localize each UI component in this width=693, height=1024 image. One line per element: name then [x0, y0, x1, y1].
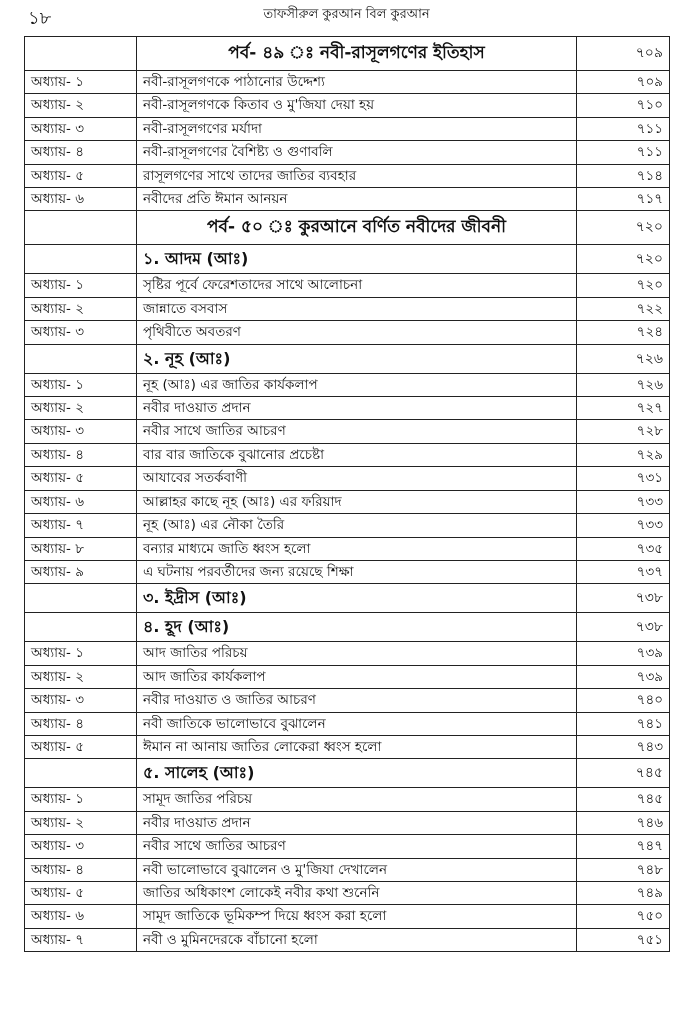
toc-body [25, 37, 670, 952]
toc-row-chapter [25, 274, 670, 297]
chapter-number [25, 37, 137, 71]
entry-title: নবী-রাসূলগণকে পাঠানোর উদ্দেশ্য [137, 71, 577, 94]
chapter-number [25, 344, 137, 373]
toc-row-chapter [25, 467, 670, 490]
toc-row-chapter [25, 665, 670, 688]
entry-title: সামূদ জাতিকে ভূমিকম্প দিয়ে ধ্বংস করা হলো [137, 905, 577, 928]
chapter-number [25, 613, 137, 642]
entry-title: আযাবের সতর্কবাণী [137, 467, 577, 490]
chapter-number: অধ্যায়- ২ [25, 94, 137, 117]
entry-title: ৪. হূদ (আঃ) [137, 613, 577, 642]
page-ref: ৭১১ [577, 117, 670, 140]
chapter-number: অধ্যায়- ৬ [25, 905, 137, 928]
page-ref: ৭২৬ [577, 344, 670, 373]
page-ref: ৭২৮ [577, 420, 670, 443]
toc-row-chapter [25, 141, 670, 164]
entry-title: ৫. সালেহ (আঃ) [137, 759, 577, 788]
toc-row-chapter [25, 881, 670, 904]
chapter-number: অধ্যায়- ৪ [25, 443, 137, 466]
entry-title: বার বার জাতিকে বুঝানোর প্রচেষ্টা [137, 443, 577, 466]
toc-row-chapter [25, 94, 670, 117]
entry-title: নবী-রাসূলগণকে কিতাব ও মু'জিযা দেয়া হয় [137, 94, 577, 117]
page-ref: ৭০৯ [577, 37, 670, 71]
toc-row-chapter [25, 858, 670, 881]
chapter-number: অধ্যায়- ৮ [25, 537, 137, 560]
toc-row-part [25, 37, 670, 71]
page-number: ১৮ [28, 8, 52, 29]
toc-row-chapter [25, 788, 670, 811]
chapter-number: অধ্যায়- ৬ [25, 490, 137, 513]
entry-title: আদ জাতির কার্যকলাপ [137, 665, 577, 688]
chapter-number: অধ্যায়- ৪ [25, 712, 137, 735]
toc-row-chapter [25, 443, 670, 466]
page-ref: ৭২৬ [577, 373, 670, 396]
toc-row-chapter [25, 71, 670, 94]
toc-row-chapter [25, 835, 670, 858]
page-ref: ৭৪৫ [577, 759, 670, 788]
chapter-number: অধ্যায়- ২ [25, 665, 137, 688]
entry-title: নবীর সাথে জাতির আচরণ [137, 835, 577, 858]
toc-row-part [25, 211, 670, 245]
chapter-number: অধ্যায়- ৩ [25, 420, 137, 443]
chapter-number: অধ্যায়- ২ [25, 397, 137, 420]
chapter-number: অধ্যায়- ৫ [25, 467, 137, 490]
toc-row-chapter [25, 811, 670, 834]
toc-row-chapter [25, 689, 670, 712]
page-ref: ৭৪১ [577, 712, 670, 735]
page-ref: ৭১৭ [577, 188, 670, 211]
toc-row-chapter [25, 642, 670, 665]
entry-title: ২. নূহ (আঃ) [137, 344, 577, 373]
page-ref: ৭৩৯ [577, 665, 670, 688]
page-ref: ৭৪৮ [577, 858, 670, 881]
entry-title: বন্যার মাধ্যমে জাতি ধ্বংস হলো [137, 537, 577, 560]
page-ref: ৭৫০ [577, 905, 670, 928]
chapter-number: অধ্যায়- ৭ [25, 514, 137, 537]
toc-row-prophet [25, 613, 670, 642]
entry-title: পৃথিবীতে অবতরণ [137, 321, 577, 344]
toc-row-prophet [25, 759, 670, 788]
toc-row-chapter [25, 928, 670, 951]
page-ref: ৭৩৭ [577, 560, 670, 583]
page-ref: ৭২৭ [577, 397, 670, 420]
page-ref: ৭২০ [577, 274, 670, 297]
entry-title: সামূদ জাতির পরিচয় [137, 788, 577, 811]
entry-title: নবী ভালোভাবে বুঝালেন ও মু'জিযা দেখালেন [137, 858, 577, 881]
entry-title: জান্নাতে বসবাস [137, 297, 577, 320]
toc-row-prophet [25, 584, 670, 613]
entry-title: নূহ (আঃ) এর জাতির কার্যকলাপ [137, 373, 577, 396]
page-ref: ৭২০ [577, 245, 670, 274]
entry-title: নবীদের প্রতি ঈমান আনয়ন [137, 188, 577, 211]
chapter-number: অধ্যায়- ১ [25, 788, 137, 811]
page-ref: ৭১৪ [577, 164, 670, 187]
chapter-number: অধ্যায়- ৪ [25, 141, 137, 164]
chapter-number: অধ্যায়- ২ [25, 297, 137, 320]
page-ref: ৭১০ [577, 94, 670, 117]
running-header: তাফসীরুল কুরআন বিল কুরআন [263, 7, 430, 22]
chapter-number: অধ্যায়- ৪ [25, 858, 137, 881]
entry-title: আদ জাতির পরিচয় [137, 642, 577, 665]
page-ref: ৭৪০ [577, 689, 670, 712]
chapter-number: অধ্যায়- ৩ [25, 835, 137, 858]
chapter-number [25, 759, 137, 788]
chapter-number: অধ্যায়- ৩ [25, 117, 137, 140]
toc-row-chapter [25, 537, 670, 560]
page-ref: ৭৩৮ [577, 584, 670, 613]
page-ref: ৭৩৯ [577, 642, 670, 665]
page-ref: ৭৪৯ [577, 881, 670, 904]
page-ref: ৭৩৫ [577, 537, 670, 560]
toc-row-chapter [25, 373, 670, 396]
page-ref: ৭২৯ [577, 443, 670, 466]
chapter-number: অধ্যায়- ৫ [25, 881, 137, 904]
entry-title: ৩. ইদ্রীস (আঃ) [137, 584, 577, 613]
page-ref: ৭২২ [577, 297, 670, 320]
chapter-number: অধ্যায়- ৩ [25, 321, 137, 344]
page-ref: ৭১১ [577, 141, 670, 164]
entry-title: জাতির অধিকাংশ লোকেই নবীর কথা শুনেনি [137, 881, 577, 904]
page-ref: ৭২৪ [577, 321, 670, 344]
chapter-number: অধ্যায়- ১ [25, 373, 137, 396]
entry-title: রাসূলগণের সাথে তাদের জাতির ব্যবহার [137, 164, 577, 187]
entry-title: নবীর দাওয়াত ও জাতির আচরণ [137, 689, 577, 712]
chapter-number: অধ্যায়- ৫ [25, 735, 137, 758]
page-ref: ৭৩৩ [577, 514, 670, 537]
table-of-contents [24, 36, 670, 952]
toc-row-chapter [25, 514, 670, 537]
entry-title: নবীর সাথে জাতির আচরণ [137, 420, 577, 443]
page-ref: ৭৫১ [577, 928, 670, 951]
entry-title: আল্লাহর কাছে নূহ (আঃ) এর ফরিয়াদ [137, 490, 577, 513]
entry-title: নবী জাতিকে ভালোভাবে বুঝালেন [137, 712, 577, 735]
toc-row-chapter [25, 560, 670, 583]
page-ref: ৭৩১ [577, 467, 670, 490]
toc-row-chapter [25, 117, 670, 140]
toc-row-chapter [25, 297, 670, 320]
entry-title: ১. আদম (আঃ) [137, 245, 577, 274]
entry-title: নবী ও মুমিনদেরকে বাঁচানো হলো [137, 928, 577, 951]
chapter-number [25, 211, 137, 245]
chapter-number: অধ্যায়- ১ [25, 71, 137, 94]
toc-row-chapter [25, 735, 670, 758]
chapter-number [25, 245, 137, 274]
toc-row-prophet [25, 344, 670, 373]
toc-row-chapter [25, 420, 670, 443]
entry-title: সৃষ্টির পূর্বে ফেরেশতাদের সাথে আলোচনা [137, 274, 577, 297]
entry-title: নবী-রাসূলগণের মর্যাদা [137, 117, 577, 140]
entry-title: নূহ (আঃ) এর নৌকা তৈরি [137, 514, 577, 537]
chapter-number: অধ্যায়- ১ [25, 642, 137, 665]
chapter-number: অধ্যায়- ৫ [25, 164, 137, 187]
toc-row-chapter [25, 397, 670, 420]
page-ref: ৭৪৫ [577, 788, 670, 811]
toc-row-chapter [25, 905, 670, 928]
entry-title: পর্ব- ৪৯ ঃ নবী-রাসূলগণের ইতিহাস [137, 37, 577, 71]
entry-title: নবীর দাওয়াত প্রদান [137, 811, 577, 834]
page-ref: ৭৩৮ [577, 613, 670, 642]
entry-title: নবী-রাসূলগণের বৈশিষ্ট্য ও গুণাবলি [137, 141, 577, 164]
toc-row-chapter [25, 321, 670, 344]
chapter-number: অধ্যায়- ১ [25, 274, 137, 297]
chapter-number: অধ্যায়- ৩ [25, 689, 137, 712]
entry-title: ঈমান না আনায় জাতির লোকেরা ধ্বংস হলো [137, 735, 577, 758]
chapter-number: অধ্যায়- ৯ [25, 560, 137, 583]
toc-row-chapter [25, 164, 670, 187]
toc-row-chapter [25, 188, 670, 211]
entry-title: পর্ব- ৫০ ঃ কুরআনে বর্ণিত নবীদের জীবনী [137, 211, 577, 245]
toc-row-chapter [25, 712, 670, 735]
page-ref: ৭৪৭ [577, 835, 670, 858]
page-ref: ৭০৯ [577, 71, 670, 94]
page-ref: ৭৪৩ [577, 735, 670, 758]
toc-row-prophet [25, 245, 670, 274]
chapter-number [25, 584, 137, 613]
page-ref: ৭২০ [577, 211, 670, 245]
chapter-number: অধ্যায়- ২ [25, 811, 137, 834]
entry-title: নবীর দাওয়াত প্রদান [137, 397, 577, 420]
page-ref: ৭৪৬ [577, 811, 670, 834]
chapter-number: অধ্যায়- ৬ [25, 188, 137, 211]
page-ref: ৭৩৩ [577, 490, 670, 513]
entry-title: এ ঘটনায় পরবর্তীদের জন্য রয়েছে শিক্ষা [137, 560, 577, 583]
chapter-number: অধ্যায়- ৭ [25, 928, 137, 951]
toc-row-chapter [25, 490, 670, 513]
